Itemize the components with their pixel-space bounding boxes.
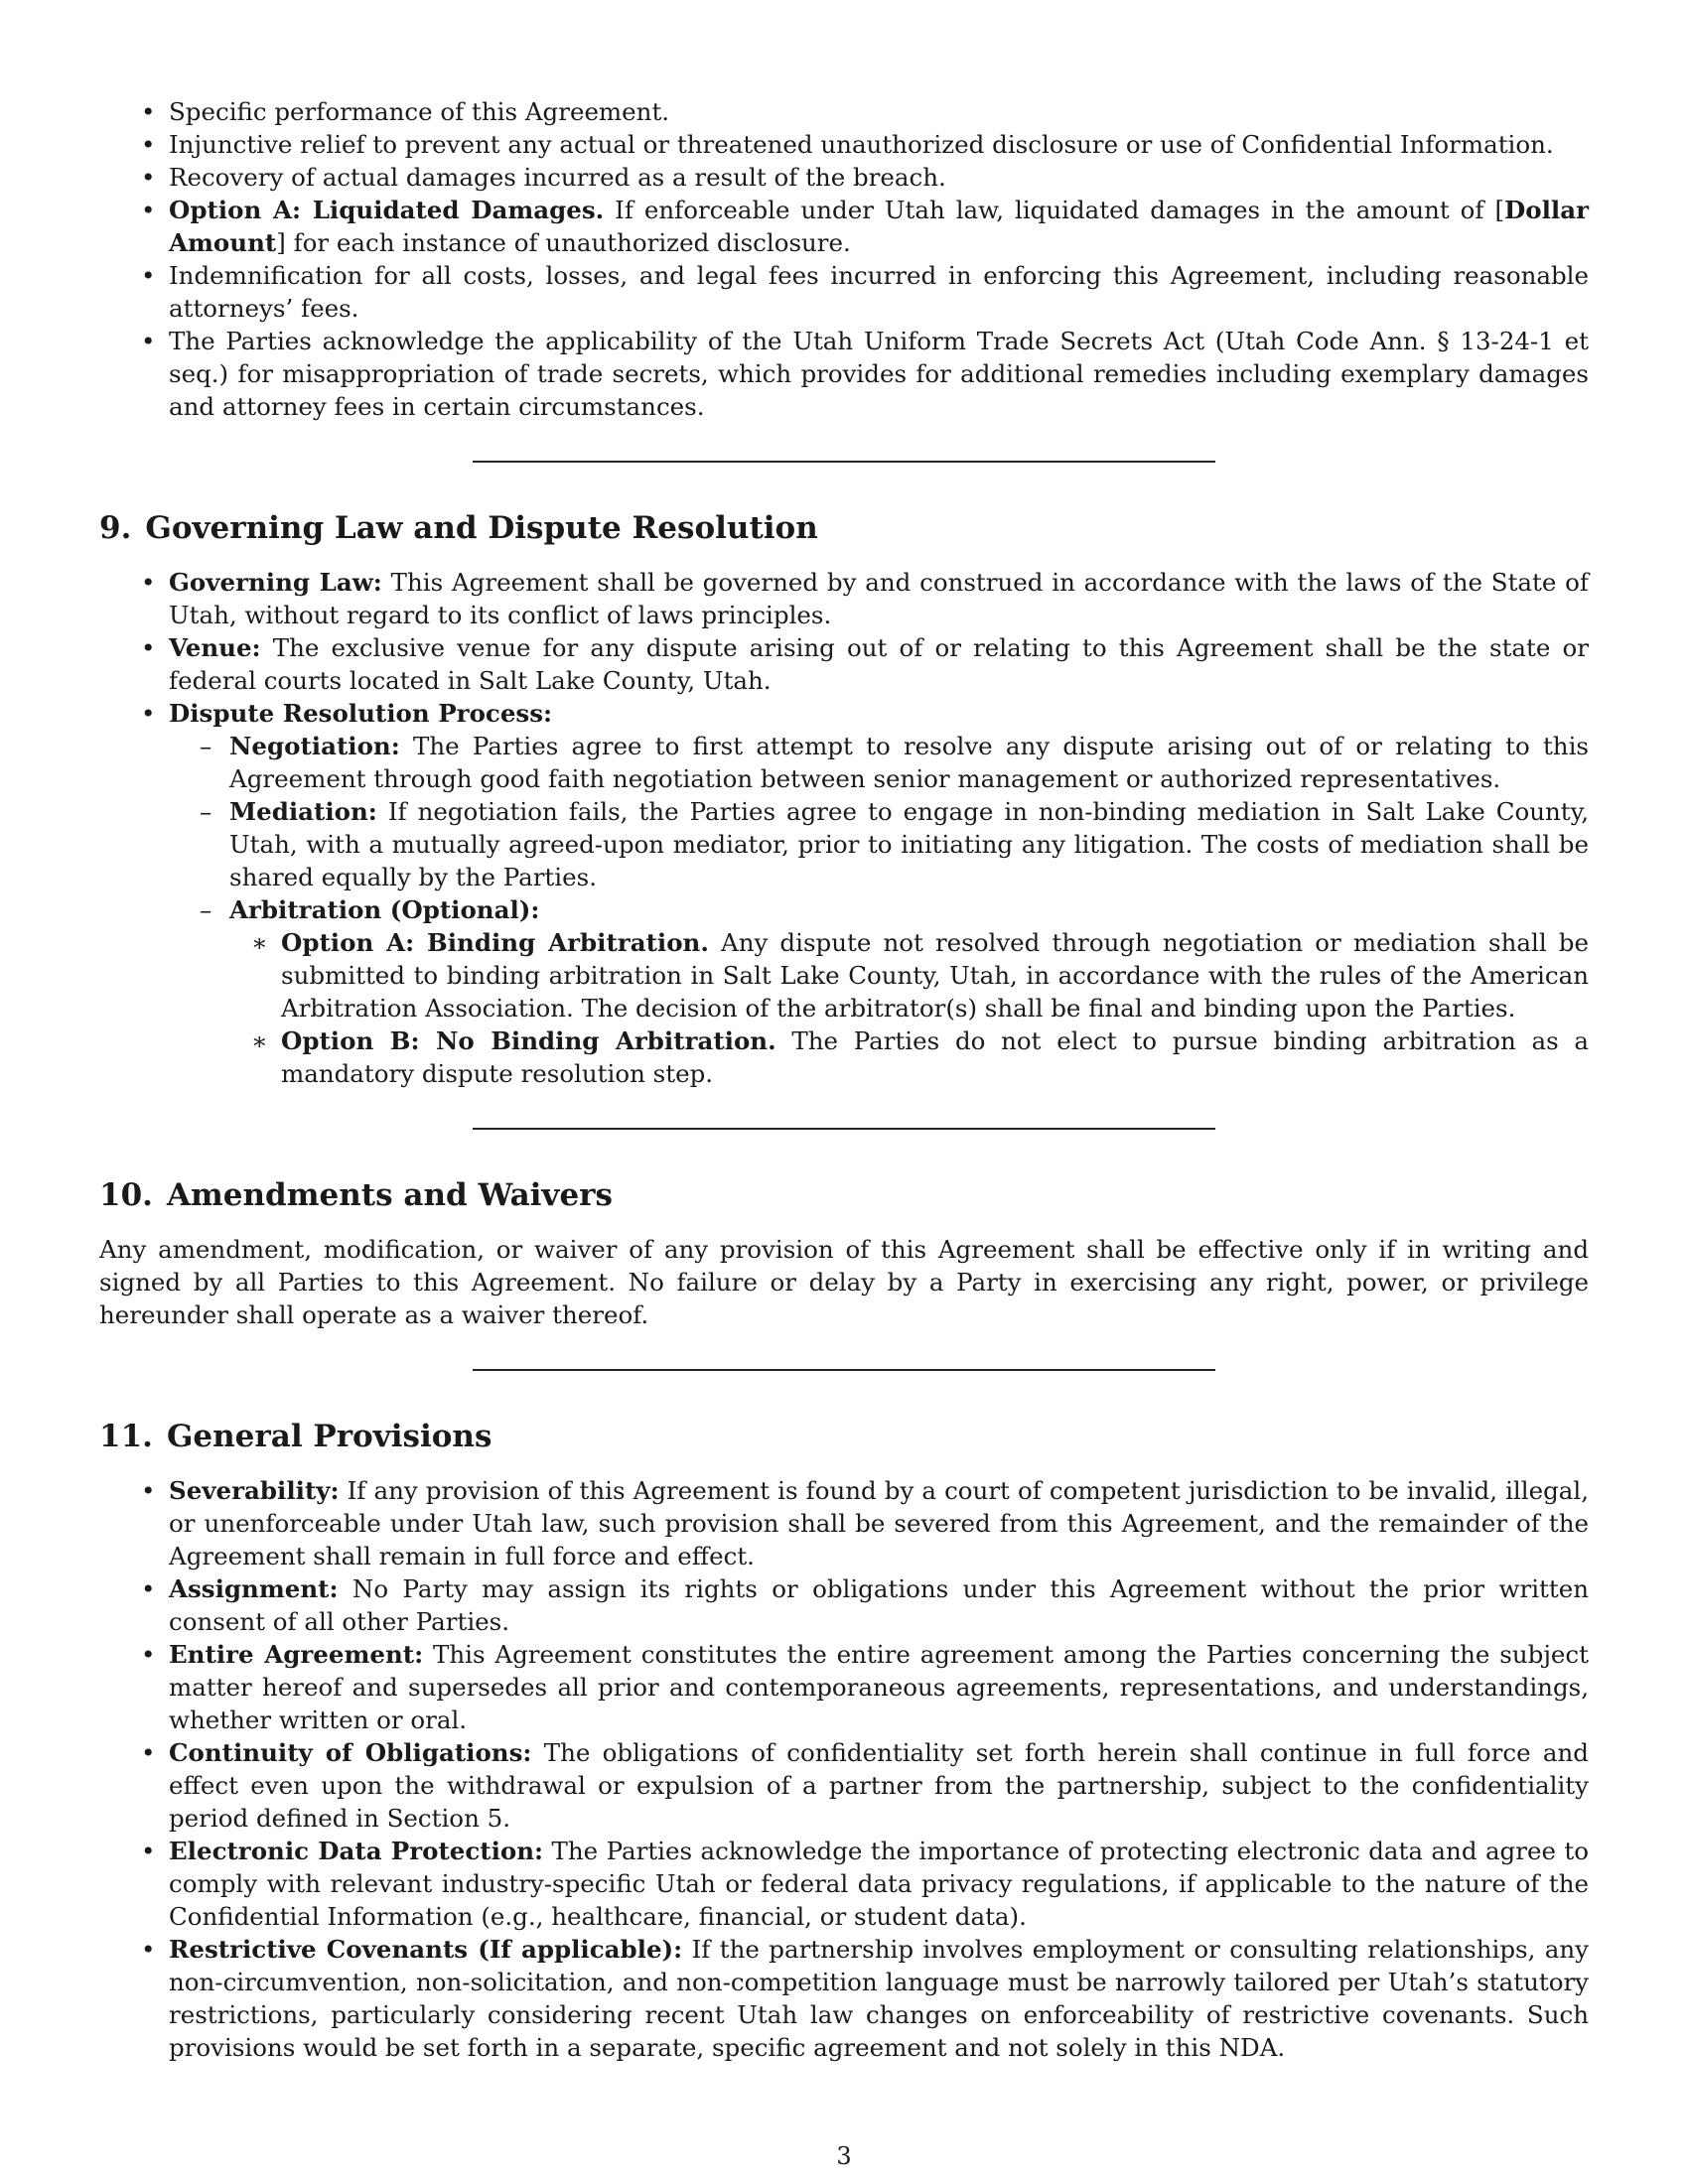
section-divider (473, 461, 1215, 463)
item-label: Governing Law: (169, 568, 382, 597)
list-item: • Indemnification for all costs, losses, and legal fees incurred in enforcing this Agreement, including reasonable attorneys’ fees. (169, 259, 1589, 325)
list-item (169, 1736, 1589, 1835)
list-item (281, 926, 1589, 1024)
item-text: The Parties agree to first attempt to resolve any dispute arising out of or relating to this Agreement through good faith negotiation between senior management or authorized representatives. (229, 732, 1589, 793)
governing-law-list (99, 566, 1589, 1090)
remedies-list (99, 95, 1589, 423)
item-label: Arbitration (Optional): (229, 895, 540, 924)
list-item (169, 1835, 1589, 1933)
section-divider (473, 1369, 1215, 1371)
item-text: If any provision of this Agreement is found by a court of competent jurisdiction to be invalid, illegal, or unenforceable under Utah law, such provision shall be severed from this Agreement, and the remainder of the Agreement shall remain in full force and effect. (169, 1476, 1589, 1570)
section-heading (99, 508, 1589, 548)
item-label: Option A: Liquidated Damages. (169, 196, 605, 224)
placeholder-field: Dollar Amount (169, 196, 1589, 257)
item-label: Dispute Resolution Process: (169, 699, 553, 728)
item-label: Assignment: (169, 1574, 339, 1603)
item-label: Electronic Data Protection: (169, 1837, 544, 1865)
section-heading (99, 1417, 1589, 1456)
item-label: Negotiation: (229, 732, 400, 760)
section-number: 11. (99, 1419, 153, 1454)
item-label: Option A: Binding Arbitration. (281, 928, 709, 957)
list-item (229, 795, 1589, 893)
item-text: The Parties do not elect to pursue binding arbitration as a mandatory dispute resolution step. (281, 1026, 1590, 1088)
document-page (99, 95, 1589, 2064)
list-item (169, 194, 1589, 259)
general-provisions-list (99, 1474, 1589, 2064)
item-label: Venue: (169, 633, 261, 662)
item-text: The exclusive venue for any dispute arising out of or relating to this Agreement shall be the state or federal courts located in Salt Lake County, Utah. (169, 633, 1589, 695)
item-text: ] for each instance of unauthorized disclosure. (276, 228, 851, 257)
section-number: 9. (99, 510, 132, 546)
list-item: • Injunctive relief to prevent any actual or threatened unauthorized disclosure or use of Confidential Information. (169, 128, 1589, 161)
item-text: If negotiation fails, the Parties agree to engage in non-binding mediation in Salt Lake County, Utah, with a mutually agreed-upon mediator, prior to initiating any litigation. The costs of mediation shall be shared equally by the Parties. (229, 797, 1589, 891)
list-item (229, 730, 1589, 795)
list-item: • Specific performance of this Agreement. (169, 95, 1589, 128)
section-title: General Provisions (166, 1419, 492, 1454)
item-label: Restrictive Covenants (If applicable): (169, 1935, 683, 1964)
list-item (169, 566, 1589, 631)
section-heading (99, 1175, 1589, 1215)
item-text: This Agreement constitutes the entire agreement among the Parties concerning the subject matter hereof and supersedes all prior and contemporaneous agreements, representations, and understandings, whether written or oral. (169, 1640, 1589, 1734)
list-item: • The Parties acknowledge the applicability of the Utah Uniform Trade Secrets Act (Utah Code Ann. § 13-24-1 et seq.) for misappropriation of trade secrets, which provides for additional remedies including exemplary damages and attorney fees in certain circumstances. (169, 325, 1589, 423)
list-item (169, 631, 1589, 697)
dispute-steps-list (169, 730, 1589, 1090)
item-text: The obligations of confidentiality set forth herein shall continue in full force and effect even upon the withdrawal or expulsion of a partner from the partnership, subject to the confidentiality period defined in Section 5. (169, 1738, 1589, 1833)
section-body: Any amendment, modification, or waiver of any provision of this Agreement shall be effective only if in writing and signed by all Parties to this Agreement. No failure or delay by a Party in exercising any right, power, or privilege hereunder shall operate as a waiver thereof. (99, 1235, 1589, 1329)
section-divider (473, 1128, 1215, 1130)
section-number: 10. (99, 1177, 153, 1213)
list-item (169, 1474, 1589, 1572)
list-item (169, 1572, 1589, 1638)
list-item (281, 1024, 1589, 1090)
list-item (169, 1638, 1589, 1736)
item-text: No Party may assign its rights or obligations under this Agreement without the prior written consent of all other Parties. (169, 1574, 1589, 1636)
item-label: Continuity of Obligations: (169, 1738, 532, 1767)
item-text: This Agreement shall be governed by and construed in accordance with the laws of the State of Utah, without regard to its conflict of laws principles. (169, 568, 1589, 629)
item-label: Mediation: (229, 797, 377, 826)
list-item (169, 697, 1589, 1090)
item-label: Entire Agreement: (169, 1640, 424, 1669)
arbitration-options-list (229, 926, 1589, 1090)
item-text: The Parties acknowledge the importance of protecting electronic data and agree to comply with relevant industry-specific Utah or federal data privacy regulations, if applicable to the nature of the Confidential Information (e.g., healthcare, financial, or student data). (169, 1837, 1589, 1931)
item-label: Severability: (169, 1476, 340, 1505)
list-item: • Recovery of actual damages incurred as a result of the breach. (169, 161, 1589, 194)
item-text: Any dispute not resolved through negotiation or mediation shall be submitted to binding arbitration in Salt Lake County, Utah, in accordance with the rules of the American Arbitration Association. The decision of the arbitrator(s) shall be final and binding upon the Parties. (281, 928, 1589, 1023)
list-item (229, 893, 1589, 1090)
item-label: Option B: No Binding Arbitration. (281, 1026, 776, 1055)
list-item (169, 1933, 1589, 2064)
section-title: Governing Law and Dispute Resolution (145, 510, 818, 546)
page-number: 3 (836, 2142, 852, 2170)
item-text: If enforceable under Utah law, liquidated damages in the amount of [ (604, 196, 1505, 224)
section-title: Amendments and Waivers (166, 1177, 613, 1213)
item-text: If the partnership involves employment or consulting relationships, any non-circumvention, non-solicitation, and non-competition language must be narrowly tailored per Utah’s statutory restrictions, particularly considering recent Utah law changes on enforceability of restrictive covenants. Such provisions would be set forth in a separate, specific agreement and not solely in this NDA. (169, 1935, 1589, 2062)
